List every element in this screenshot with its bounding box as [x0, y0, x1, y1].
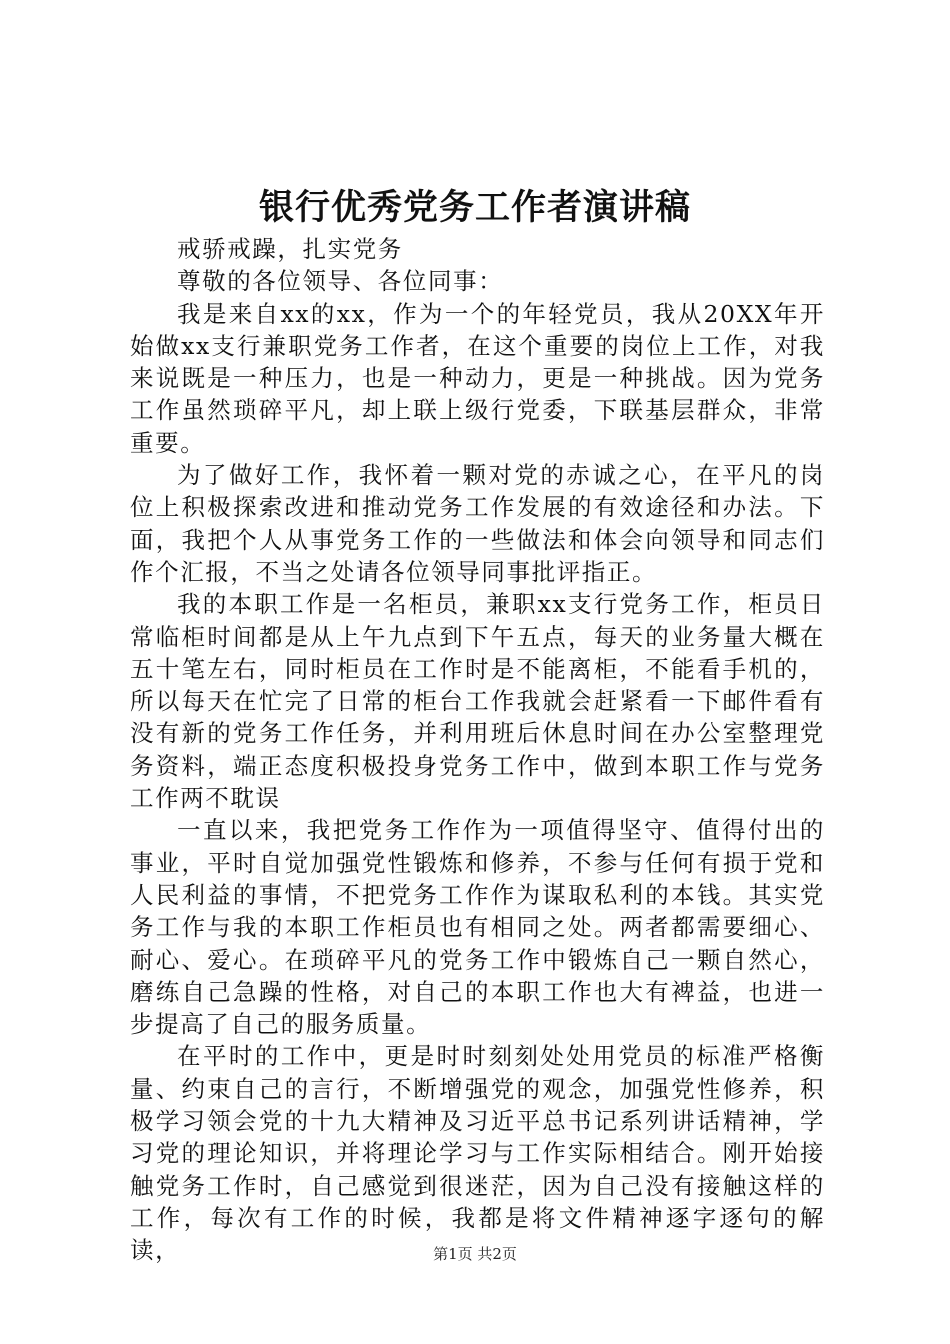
paragraph: 一直以来，我把党务工作作为一项值得坚守、值得付出的事业，平时自觉加强党性锻炼和修养，不参与任何有损于党和人民利益的事情，不把党务工作作为谋取私利的本钱。其实党务工作与我的本职工作柜员也有相同之处。两者都需要细心、耐心、爱心。在琐碎平凡的党务工作中锻炼自己一颗自然心，磨练自己急躁的性格，对自己的本职工作也大有裨益，也进一步提高了自己的服务质量。: [130, 816, 825, 1039]
paragraph-salutation: 尊敬的各位领导、各位同事：: [177, 267, 504, 296]
document-title: 银行优秀党务工作者演讲稿: [258, 187, 691, 228]
document-body: [130, 233, 825, 1267]
page-number-footer: 第1页 共2页: [433, 1245, 517, 1263]
paragraph-subtitle: 戒骄戒躁，扎实党务: [177, 235, 403, 263]
paragraph: 在平时的工作中，更是时时刻刻处处用党员的标准严格衡量、约束自己的言行，不断增强党的观念，加强党性修养，积极学习领会党的十九大精神及习近平总书记系列讲话精神，学习党的理论知识，并将理论学习与工作实际相结合。刚开始接触党务工作时，自己感觉到很迷茫，因为自己没有接触这样的工作，每次有工作的时候，我都是将文件精神逐字逐句的解读，: [130, 1042, 825, 1265]
paragraph: 我的本职工作是一名柜员，兼职xx支行党务工作，柜员日常临柜时间都是从上午九点到下午五点，每天的业务量大概在五十笔左右，同时柜员在工作时是不能离柜，不能看手机的，所以每天在忙完了日常的柜台工作我就会赶紧看一下邮件看有没有新的党务工作任务，并利用班后休息时间在办公室整理党务资料，端正态度积极投身党务工作中，做到本职工作与党务工作两不耽误: [130, 590, 825, 813]
paragraph: 为了做好工作，我怀着一颗对党的赤诚之心，在平凡的岗位上积极探索改进和推动党务工作发展的有效途径和办法。下面，我把个人从事党务工作的一些做法和体会向领导和同志们作个汇报，不当之处请各位领导同事批评指正。: [130, 461, 825, 586]
paragraph: 我是来自xx的xx，作为一个的年轻党员，我从20XX年开始做xx支行兼职党务工作者，在这个重要的岗位上工作，对我来说既是一种压力，也是一种动力，更是一种挑战。因为党务工作虽然琐碎平凡，却上联上级行党委，下联基层群众，非常重要。: [130, 299, 825, 457]
